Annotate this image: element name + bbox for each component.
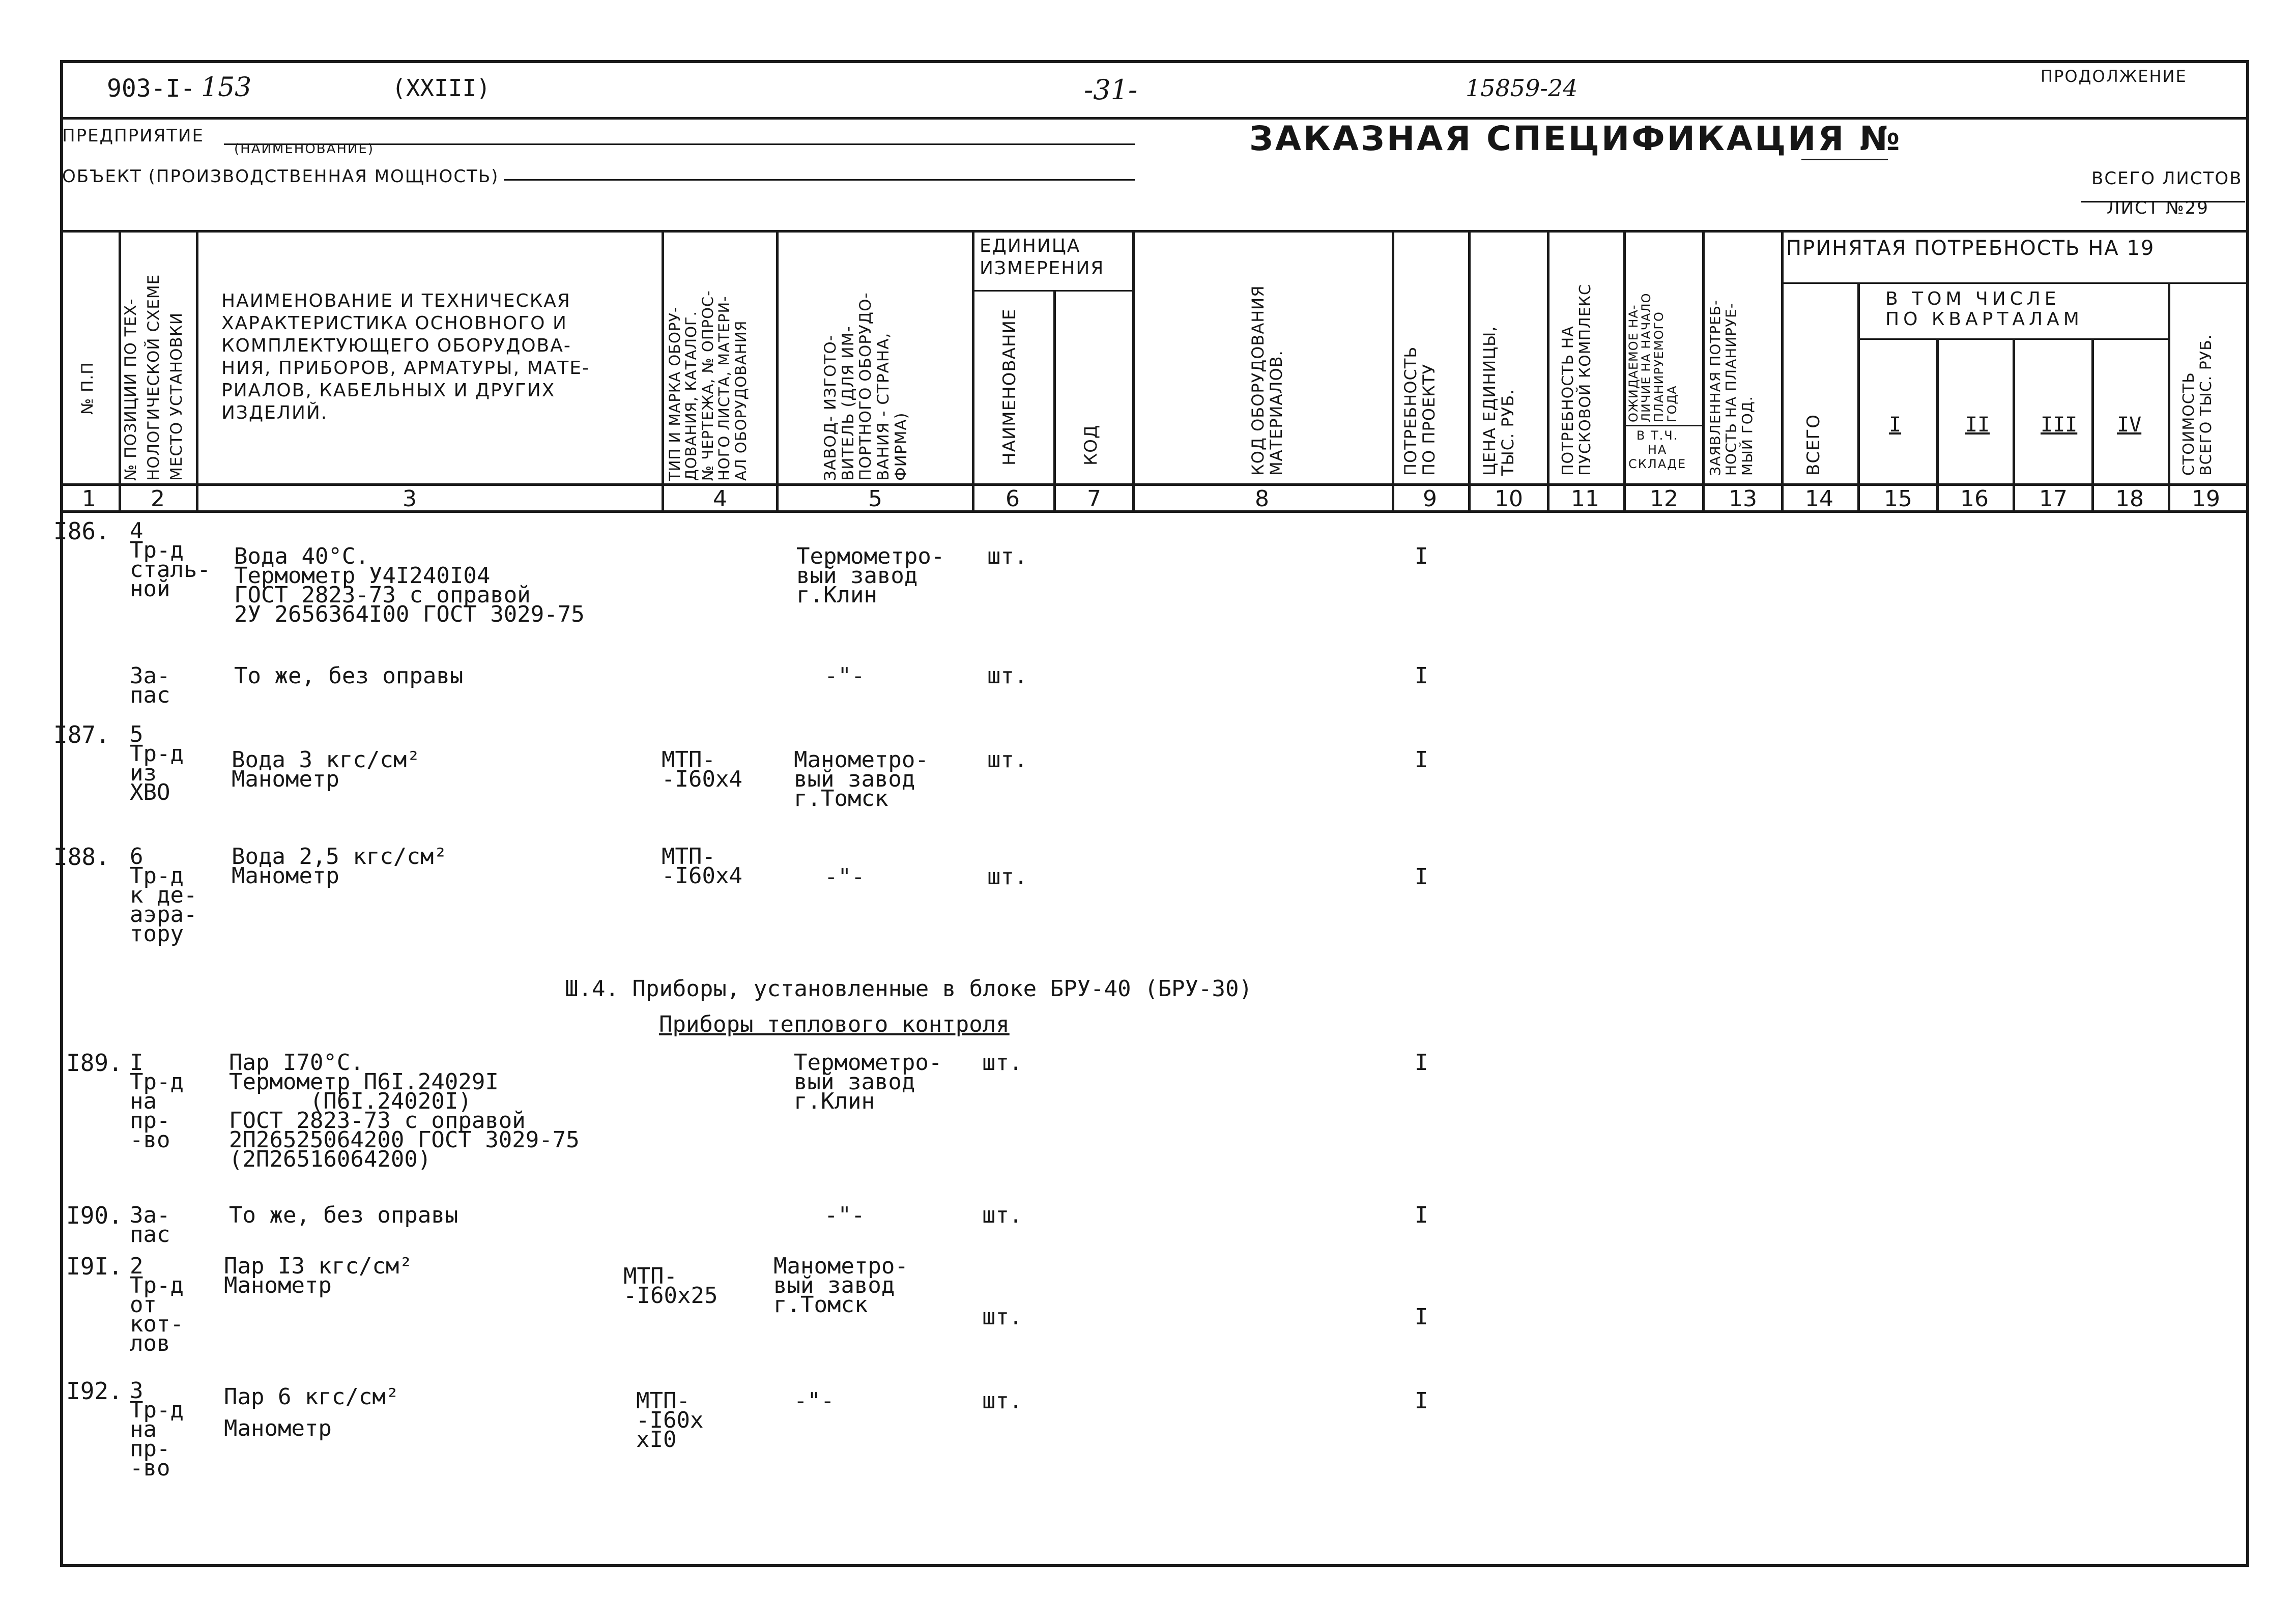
section-subtitle: Приборы теплового контроля [659, 1011, 1010, 1037]
row-unit: шт. [987, 864, 1028, 890]
total-sheets-label: ВСЕГО ЛИСТОВ [2091, 168, 2243, 189]
row-unit: шт. [987, 663, 1028, 689]
row-position: За- пас [130, 1202, 170, 1248]
rule-header [60, 117, 2246, 120]
row-position: 6 Тр-д к де- аэра- тору [130, 844, 197, 947]
col-header-7: КОД [1081, 424, 1101, 466]
row-unit: шт. [982, 1304, 1023, 1330]
rule-body [60, 510, 2246, 513]
row-number: I88. [53, 843, 110, 871]
col-header-14: ВСЕГО [1803, 414, 1824, 476]
quarter-3: III [2041, 413, 2078, 437]
row-type: МТП- -I60х4 [662, 747, 742, 792]
col-line-9 [1468, 230, 1471, 511]
col-number: 13 [1729, 486, 1757, 512]
section-title: Ш.4. Приборы, установленные в блоке БРУ-40 (БРУ-30) [565, 976, 1253, 1002]
col-header-8: КОД ОБОРУДОВАНИЯ МАТЕРИАЛОВ. [1248, 285, 1286, 476]
col-line-4 [776, 230, 779, 511]
row-manufacturer: -"- [824, 663, 865, 689]
col-number: 5 [868, 486, 882, 512]
col-number: 19 [2192, 486, 2220, 512]
col-number: 11 [1571, 486, 1599, 512]
enterprise-hint: (НАИМЕНОВАНИЕ) [234, 141, 374, 157]
row-number: I87. [53, 721, 110, 748]
col-line-12 [1702, 230, 1705, 511]
col-header-12b: В Т.Ч. НА СКЛАДЕ [1628, 428, 1687, 471]
row-description: То же, без оправы [234, 663, 464, 689]
object-label: ОБЪЕКТ (ПРОИЗВОДСТВЕННАЯ МОЩНОСТЬ) [62, 166, 499, 187]
row-manufacturer: Термометро- вый завод г.Клин [794, 1050, 942, 1114]
accepted-header: ПРИНЯТАЯ ПОТРЕБНОСТЬ НА 19 [1786, 237, 2155, 260]
col-line-14 [1857, 282, 1860, 511]
col-number: 8 [1255, 486, 1269, 512]
row-type: МТП- -I60х25 [623, 1263, 718, 1309]
row-description: То же, без оправы [229, 1202, 458, 1228]
rule-stock [1623, 425, 1702, 426]
col-number: 1 [82, 486, 96, 512]
rule-object [504, 179, 1135, 181]
col-line-17 [2091, 338, 2094, 511]
row-position: За- пас [130, 663, 170, 708]
row-unit: шт. [982, 1050, 1023, 1076]
quarters-header: В ТОМ ЧИСЛЕ ПО КВАРТАЛАМ [1885, 288, 2083, 330]
quarter-4: IV [2117, 413, 2142, 437]
row-unit: шт. [987, 747, 1028, 773]
col-number: 2 [151, 486, 165, 512]
col-header-2c: МЕСТО УСТАНОВКИ [167, 312, 186, 481]
row-number: I86. [53, 517, 110, 545]
album-number: (XXIII) [392, 74, 491, 102]
spec-title: ЗАКАЗНАЯ СПЕЦИФИКАЦИЯ № [1249, 119, 1902, 158]
col-header-13: ЗАЯВЛЕННАЯ ПОТРЕБ- НОСТЬ НА ПЛАНИРУЕ- МЫЙ ГОД. [1707, 299, 1756, 476]
row-unit: шт. [987, 543, 1028, 569]
col-line-1 [119, 230, 121, 511]
col-number: 3 [403, 486, 417, 512]
col-line-7 [1132, 230, 1135, 511]
col-line-16 [2013, 338, 2015, 511]
row-unit: шт. [982, 1388, 1023, 1414]
col-header-5: ЗАВОД- ИЗГОТО- ВИТЕЛЬ (ДЛЯ ИМ- ПОРТНОГО ОБОРУДО- ВАНИЯ - СТРАНА, ФИРМА) [821, 292, 910, 481]
quarter-1: I [1889, 413, 1902, 437]
row-description: Вода 2,5 кгс/см² Манометр [232, 844, 447, 889]
quarter-2: II [1965, 413, 1990, 437]
row-number: I90. [66, 1202, 123, 1229]
col-number: 9 [1423, 486, 1437, 512]
col-header-6: НАИМЕНОВАНИЕ [999, 308, 1020, 466]
col-number: 16 [1960, 486, 1989, 512]
col-header-9: ПОТРЕБНОСТЬ ПО ПРОЕКТУ [1401, 346, 1439, 476]
enterprise-label: ПРЕДПРИЯТИЕ [62, 126, 204, 146]
col-number: 7 [1087, 486, 1101, 512]
col-header-10: ЦЕНА ЕДИНИЦЫ, ТЫС. РУБ. [1480, 326, 1517, 476]
rule-titleblock [60, 230, 2246, 233]
col-number: 6 [1006, 486, 1020, 512]
doc-code-number: 153 [201, 72, 252, 103]
col-line-3 [662, 230, 664, 511]
col-header-1: № П.П [78, 362, 97, 415]
sheet-reference: 15859-24 [1466, 74, 1578, 102]
col-header-3: НАИМЕНОВАНИЕ И ТЕХНИЧЕСКАЯ ХАРАКТЕРИСТИКА ОСНОВНОГО И КОМПЛЕКТУЮЩЕГО ОБОРУДОВА- НИЯ, ПРИБОРОВ, АРМАТУРЫ, МАТЕ- РИАЛОВ, КАБЕЛЬНЫХ И ДРУГИХ ИЗДЕЛИЙ. [221, 291, 590, 423]
row-manufacturer: -"- [824, 864, 865, 890]
row-number: I89. [66, 1049, 123, 1077]
col-header-2a: № ПОЗИЦИИ ПО ТЕХ- [122, 298, 140, 481]
row-quantity: I [1415, 543, 1428, 569]
row-type: МТП- -I60х хI0 [636, 1388, 704, 1453]
row-quantity: I [1415, 1388, 1428, 1414]
col-number: 10 [1495, 486, 1523, 512]
row-manufacturer: Манометро- вый завод г.Томск [773, 1253, 908, 1318]
col-header-2b: НОЛОГИЧЕСКОЙ СХЕМЕ [145, 274, 163, 481]
unit-group-header: ЕДИНИЦА ИЗМЕРЕНИЯ [980, 236, 1105, 279]
row-description: Пар 6 кгс/см² Манометр [224, 1384, 399, 1441]
row-description: Пар I3 кгс/см² Манометр [224, 1253, 413, 1298]
col-header-11: ПОТРЕБНОСТЬ НА ПУСКОВОЙ КОМПЛЕКС [1559, 284, 1594, 476]
col-number: 14 [1805, 486, 1833, 512]
row-manufacturer: Термометро- вый завод г.Клин [796, 543, 945, 608]
row-manufacturer: Манометро- вый завод г.Томск [794, 747, 929, 811]
col-line-11 [1623, 230, 1626, 511]
col-line-2 [196, 230, 198, 511]
rule-quarters [1857, 338, 2168, 340]
row-manufacturer: -"- [794, 1388, 835, 1414]
col-number: 4 [713, 486, 727, 512]
row-unit: шт. [982, 1202, 1023, 1228]
row-quantity: I [1415, 1304, 1428, 1330]
row-quantity: I [1415, 1202, 1428, 1228]
rule-colnums [60, 483, 2246, 486]
row-quantity: I [1415, 864, 1428, 890]
doc-code-prefix: 903-I- [107, 74, 195, 103]
page-number: -31- [1084, 74, 1138, 106]
col-line-5 [972, 230, 974, 511]
rule-spec-number [1801, 159, 1888, 160]
row-position: I Тр-д на пр- -во [130, 1050, 184, 1153]
row-description: Вода 3 кгс/см² Манометр [232, 747, 420, 792]
col-line-10 [1547, 230, 1549, 511]
col-line-8 [1392, 230, 1394, 511]
row-position: 2 Тр-д от кот- лов [130, 1253, 184, 1356]
col-line-18 [2168, 282, 2170, 511]
continuation-label: ПРОДОЛЖЕНИЕ [2041, 67, 2187, 86]
col-number: 12 [1650, 486, 1678, 512]
page-frame [60, 60, 2249, 1567]
col-line-15 [1936, 338, 1939, 511]
rule-accepted [1781, 282, 2246, 284]
col-number: 17 [2039, 486, 2068, 512]
row-number: I92. [66, 1377, 123, 1405]
row-type: МТП- -I60х4 [662, 844, 742, 889]
col-number: 15 [1884, 486, 1912, 512]
row-description: Пар I70°С. Термометр П6I.24029I (П6I.24020I) ГОСТ 2823-73 с оправой 2П26525064200 ГОСТ 3029-75 (2П26516064200) [229, 1050, 580, 1172]
sheet-label: ЛИСТ №29 [2107, 198, 2209, 218]
rule-unit-group [972, 290, 1132, 292]
col-header-19: СТОИМОСТЬ ВСЕГО ТЫС. РУБ. [2180, 334, 2215, 476]
col-line-6 [1053, 290, 1056, 511]
row-quantity: I [1415, 747, 1428, 773]
col-header-12: ОЖИДАЕМОЕ НА- ЛИЧИЕ НА НАЧАЛО ПЛАНИРУЕМОГО ГОДА [1626, 293, 1679, 422]
row-quantity: I [1415, 663, 1428, 689]
row-quantity: I [1415, 1050, 1428, 1076]
col-header-4: ТИП И МАРКА ОБОРУ- ДОВАНИЯ, КАТАЛОГ. № ЧЕРТЕЖА, № ОПРОС- НОГО ЛИСТА, МАТЕРИ- АЛ ОБОРУДОВАНИЯ [666, 290, 750, 481]
row-position: 4 Тр-д сталь- ной [130, 518, 211, 602]
row-number: I9I. [66, 1253, 123, 1280]
row-description: Вода 40°С. Термометр У4I240I04 ГОСТ 2823-73 с оправой 2У 2656364I00 ГОСТ 3029-75 [234, 543, 585, 627]
row-position: 3 Тр-д на пр- -во [130, 1378, 184, 1481]
col-number: 18 [2115, 486, 2144, 512]
col-line-13 [1781, 230, 1784, 511]
row-position: 5 Тр-д из ХВО [130, 721, 184, 805]
row-manufacturer: -"- [824, 1202, 865, 1228]
